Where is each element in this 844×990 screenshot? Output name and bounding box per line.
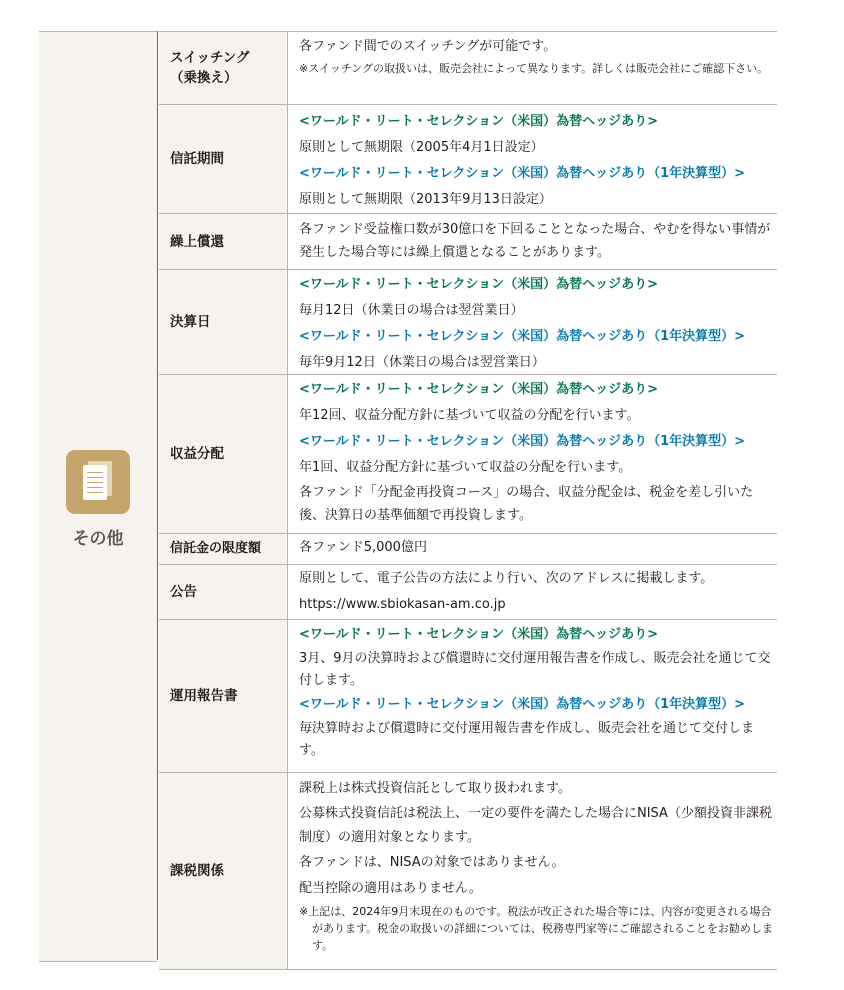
table-row [159,374,777,533]
row-value [288,105,777,213]
early-redemption-text: 各ファンド受益権口数が30億口を下回ることとなった場合、やむを得ない事情が発生した場合等には繰上償還となることがあります。 [299,222,771,260]
reinvestment-text: 各ファンド「分配金再投資コース」の場合、収益分配金は、税金を差し引いた後、決算日の基準価額で再投資します。 [299,485,754,523]
distribution-text-annual: 年1回、収益分配方針に基づいて収益の分配を行います。 [299,460,632,475]
report-text-annual: 毎決算時および償還時に交付運用報告書を作成し、販売会社を通じて交付します。 [299,721,755,758]
switching-text: 各ファンド間でのスイッチングが可能です。 [299,39,557,54]
row-value [288,534,777,564]
table-row [159,104,777,213]
trust-limit-text: 各ファンド5,000億円 [299,540,427,555]
table-row [159,213,777,269]
row-key: 信託期間 [159,105,288,213]
fund-heading-hedged: <ワールド・リート・セレクション（米国）為替ヘッジあり> [299,277,659,292]
closing-date-text-annual: 毎年9月12日（休業日の場合は翌営業日） [299,355,545,370]
trust-period-text: 原則として無期限（2005年4月1日設定） [299,140,544,155]
row-key: 繰上償還 [159,214,288,269]
trust-period-text-annual: 原則として無期限（2013年9月13日設定） [299,192,552,207]
row-key: 収益分配 [159,375,288,533]
table-row [159,619,777,772]
category-label: その他 [72,529,124,549]
table-row [159,533,777,564]
tax-text-1: 課税上は株式投資信託として取り扱われます。 [299,781,571,796]
fund-heading-hedged-annual: <ワールド・リート・セレクション（米国）為替ヘッジあり（1年決算型）> [299,166,746,181]
row-value [288,32,777,104]
tax-text-3: 各ファンドは、NISAの対象ではありません。 [299,855,565,870]
table-row [159,269,777,374]
tax-text-2: 公募株式投資信託は税法上、一定の要件を満たした場合にNISA（少額投資非課税制度）の適用対象となります。 [299,806,772,845]
row-value [288,620,777,772]
distribution-text: 年12回、収益分配方針に基づいて収益の分配を行います。 [299,408,640,423]
table-row [159,772,777,970]
fund-heading-hedged-annual: <ワールド・リート・セレクション（米国）為替ヘッジあり（1年決算型）> [299,697,746,712]
public-notice-url: https://www.sbiokasan-am.co.jp [299,597,506,612]
document-icon [66,450,130,514]
row-value [288,773,777,969]
row-value [288,214,777,269]
row-key: 信託金の限度額 [159,534,288,564]
fund-heading-hedged: <ワールド・リート・セレクション（米国）為替ヘッジあり> [299,382,659,397]
switching-note: ※スイッチングの取扱いは、販売会社によって異なります。詳しくは販売会社にご確認下さい。 [299,62,769,75]
row-value [288,270,777,374]
row-key: 決算日 [159,270,288,374]
row-key: 運用報告書 [159,620,288,772]
fund-heading-hedged: <ワールド・リート・セレクション（米国）為替ヘッジあり> [299,627,659,642]
fund-heading-hedged: <ワールド・リート・セレクション（米国）為替ヘッジあり> [299,114,659,129]
tax-text-4: 配当控除の適用はありません。 [299,881,482,896]
fund-heading-hedged-annual: <ワールド・リート・セレクション（米国）為替ヘッジあり（1年決算型）> [299,329,746,344]
report-text: 3月、9月の決算時および償還時に交付運用報告書を作成し、販売会社を通じて交付します。 [299,651,771,688]
row-key: 公告 [159,565,288,619]
category-column [39,31,157,962]
row-key: スイッチング （乗換え） [159,32,288,104]
tax-note: ※上記は、2024年9月末現在のものです。税法が改正された場合等には、内容が変更される場合があります。税金の取扱いの詳細については、税務専門家等にご確認されることをお勧めします。 [299,905,773,952]
public-notice-text: 原則として、電子公告の方法により行い、次のアドレスに掲載します。 [299,571,714,586]
row-key: 課税関係 [159,773,288,969]
table-row [159,564,777,619]
fund-heading-hedged-annual: <ワールド・リート・セレクション（米国）為替ヘッジあり（1年決算型）> [299,434,746,449]
row-value [288,565,777,619]
table-row [159,31,777,104]
closing-date-text: 毎月12日（休業日の場合は翌営業日） [299,303,524,318]
row-value [288,375,777,533]
